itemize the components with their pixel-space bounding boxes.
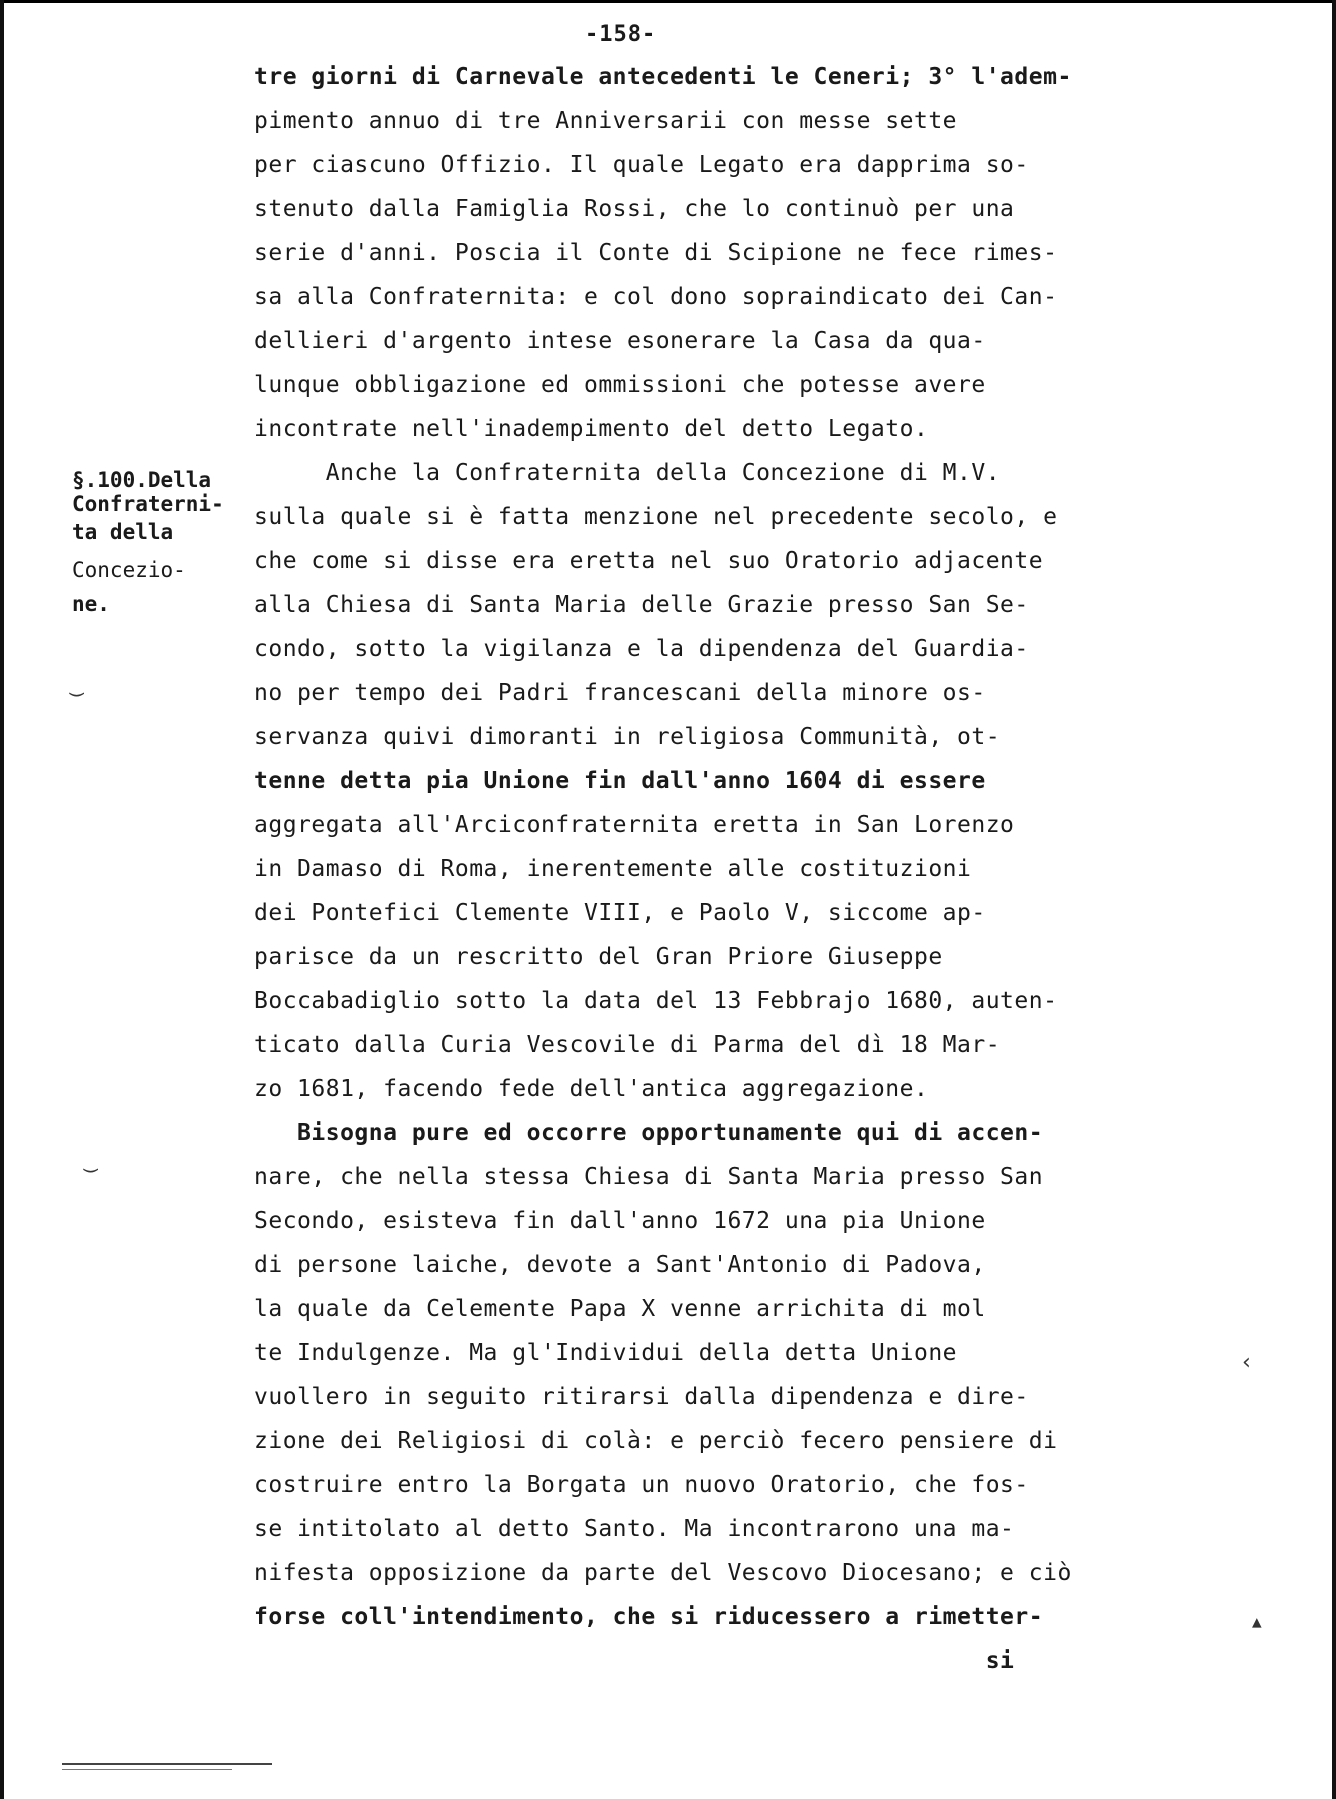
body-line: in Damaso di Roma, inerentemente alle costituzioni — [254, 856, 972, 882]
stray-mark: ‹ — [1240, 1350, 1254, 1375]
margin-note-line: §.100.Della — [72, 468, 212, 492]
margin-note-line: ne. — [72, 592, 110, 616]
body-line: costruire entro la Borgata un nuovo Oratorio, che fos- — [254, 1472, 1029, 1498]
body-line: forse coll'intendimento, che si riducessero a rimetter- — [254, 1604, 1044, 1630]
body-line: parisce da un rescritto del Gran Priore Giuseppe — [254, 944, 943, 970]
body-line: stenuto dalla Famiglia Rossi, che lo continuò per una — [254, 196, 1015, 222]
scan-artifact-line — [62, 1763, 272, 1765]
body-line: Secondo, esisteva fin dall'anno 1672 una pia Unione — [254, 1208, 986, 1234]
body-line: la quale da Celemente Papa X venne arrichita di mol — [254, 1296, 986, 1322]
body-line: di persone laiche, devote a Sant'Antonio di Padova, — [254, 1252, 986, 1278]
body-line: aggregata all'Arciconfraternita eretta in San Lorenzo — [254, 812, 1015, 838]
body-line: lunque obbligazione ed ommissioni che potesse avere — [254, 372, 986, 398]
body-line: zione dei Religiosi di colà: e perciò fecero pensiere di — [254, 1428, 1058, 1454]
body-line: che come si disse era eretta nel suo Oratorio adjacente — [254, 548, 1044, 574]
margin-note-line: ta della — [72, 520, 174, 544]
body-line: te Indulgenze. Ma gl'Individui della detta Unione — [254, 1340, 958, 1366]
body-line: nifesta opposizione da parte del Vescovo Diocesano; e ciò — [254, 1560, 1072, 1586]
scan-edge-top — [0, 0, 1336, 3]
body-line: sulla quale si è fatta menzione nel precedente secolo, e — [254, 504, 1058, 530]
stray-mark: ‿ — [70, 672, 84, 697]
body-line: tenne detta pia Unione fin dall'anno 1604 di essere — [254, 768, 986, 794]
body-line: Boccabadiglio sotto la data del 13 Febbrajo 1680, auten- — [254, 988, 1058, 1014]
body-line: vuollero in seguito ritirarsi dalla dipendenza e dire- — [254, 1384, 1029, 1410]
body-line: servanza quivi dimoranti in religiosa Communità, ot- — [254, 724, 1001, 750]
body-line: serie d'anni. Poscia il Conte di Scipione ne fece rimes- — [254, 240, 1058, 266]
margin-note-line: Confraterni- — [72, 492, 224, 516]
body-line: no per tempo dei Padri francescani della minore os- — [254, 680, 986, 706]
page-number: -158- — [585, 22, 657, 47]
body-line: si — [254, 1648, 1015, 1674]
body-line: dellieri d'argento intese esonerare la Casa da qua- — [254, 328, 986, 354]
body-line: ticato dalla Curia Vescovile di Parma del dì 18 Mar- — [254, 1032, 1001, 1058]
body-line: sa alla Confraternita: e col dono sopraindicato dei Can- — [254, 284, 1058, 310]
stray-mark: ▲ — [1252, 1612, 1262, 1631]
body-line: nare, che nella stessa Chiesa di Santa Maria presso San — [254, 1164, 1044, 1190]
scan-artifact-line — [62, 1769, 232, 1770]
body-line: pimento annuo di tre Anniversarii con messe sette — [254, 108, 958, 134]
body-line: tre giorni di Carnevale antecedenti le Ceneri; 3° l'adem- — [254, 64, 1072, 90]
body-line: alla Chiesa di Santa Maria delle Grazie presso San Se- — [254, 592, 1029, 618]
scan-edge-right — [1332, 0, 1336, 1799]
body-line: Bisogna pure ed occorre opportunamente qui di accen- — [254, 1120, 1044, 1146]
body-line: per ciascuno Offizio. Il quale Legato era dapprima so- — [254, 152, 1029, 178]
stray-mark: ‿ — [84, 1148, 98, 1173]
body-line: condo, sotto la vigilanza e la dipendenza del Guardia- — [254, 636, 1029, 662]
body-line: se intitolato al detto Santo. Ma incontrarono una ma- — [254, 1516, 1015, 1542]
body-line: zo 1681, facendo fede dell'antica aggregazione. — [254, 1076, 929, 1102]
margin-note-line: Concezio- — [72, 558, 186, 582]
body-line: Anche la Confraternita della Concezione di M.V. — [254, 460, 1001, 486]
scan-edge-left — [0, 0, 4, 1799]
body-line: dei Pontefici Clemente VIII, e Paolo V, siccome ap- — [254, 900, 986, 926]
body-line: incontrate nell'inadempimento del detto Legato. — [254, 416, 929, 442]
